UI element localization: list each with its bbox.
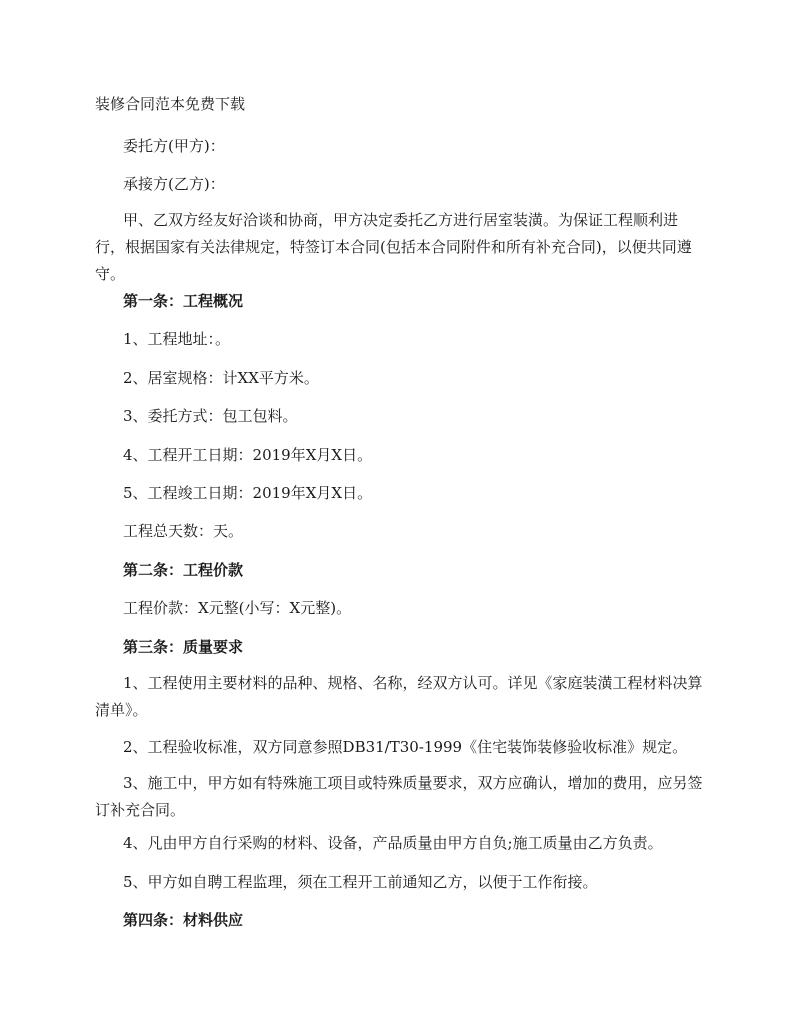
article-3-heading: 第三条：质量要求 — [123, 638, 244, 656]
article-1-heading: 第一条：工程概况 — [123, 292, 244, 310]
intro-paragraph: 甲、乙双方经友好洽谈和协商，甲方决定委托乙方进行居室装潢。为保证工程顺利进行，根据国家有关法律规定，特签订本合同(包括本合同附件和所有补充合同)，以便共同遵守。 — [95, 211, 692, 283]
party-a-label: 委托方(甲方)： — [123, 137, 225, 155]
article-2-heading: 第二条：工程价款 — [123, 561, 244, 579]
article-3-item-4: 4、凡由甲方自行采购的材料、设备，产品质量由甲方自负;施工质量由乙方负责。 — [123, 834, 663, 852]
party-b-label: 承接方(乙方)： — [123, 175, 225, 193]
article-2-price: 工程价款：X元整(小写：X元整)。 — [123, 599, 352, 617]
article-3-item-3: 3、施工中，甲方如有特殊施工项目或特殊质量要求，双方应确认，增加的费用，应另签订补充合同。 — [95, 774, 703, 819]
article-3-item-2: 2、工程验收标准，双方同意参照DB31/T30-1999《住宅装饰装修验收标准》规定。 — [123, 738, 688, 756]
document-title: 装修合同范本免费下载 — [95, 95, 246, 113]
article-4-heading: 第四条：材料供应 — [123, 911, 244, 929]
article-1-item-4: 4、工程开工日期：2019年X月X日。 — [123, 446, 373, 464]
article-1-total-days: 工程总天数：天。 — [123, 522, 244, 540]
article-3-item-5: 5、甲方如自聘工程监理，须在工程开工前通知乙方，以便于工作衔接。 — [123, 873, 598, 891]
article-1-item-1: 1、工程地址：。 — [123, 330, 231, 348]
article-1-item-2: 2、居室规格：计XX平方米。 — [123, 369, 319, 387]
article-1-item-5: 5、工程竣工日期：2019年X月X日。 — [123, 484, 373, 502]
article-1-item-3: 3、委托方式：包工包料。 — [123, 407, 298, 425]
article-3-item-1: 1、工程使用主要材料的品种、规格、名称，经双方认可。详见《家庭装潢工程材料决算清单》。 — [95, 674, 703, 719]
